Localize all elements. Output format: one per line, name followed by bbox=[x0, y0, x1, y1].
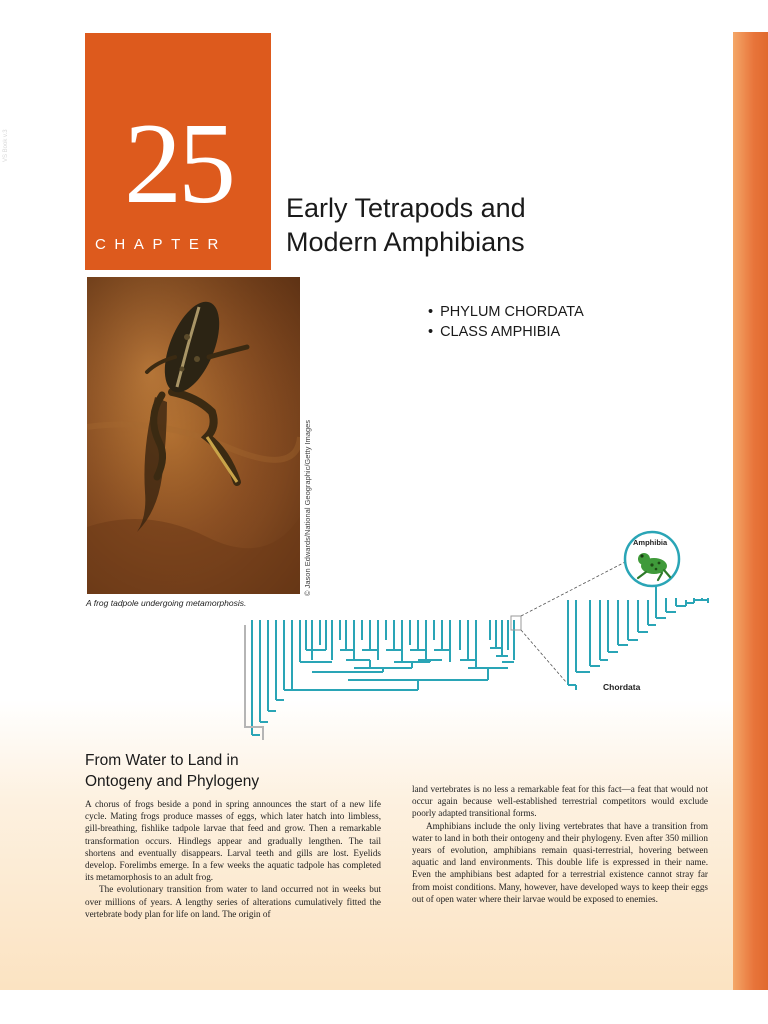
body-column-right bbox=[412, 783, 708, 905]
margin-mark: VS Book v.3 bbox=[3, 129, 9, 162]
section-heading-line-2: Ontogeny and Phylogeny bbox=[85, 773, 260, 790]
cladogram-main-tree bbox=[252, 620, 514, 735]
chapter-title-line-2: Modern Amphibians bbox=[286, 227, 525, 257]
photo-credit: © Jason Edwards/National Geographic/Getty Images bbox=[303, 419, 312, 596]
zoom-line-bottom bbox=[521, 630, 566, 682]
body-paragraph: A chorus of frogs beside a pond in spring announces the start of a new life cycle. Mating frogs produce masses of eggs, which later hatch into limbless, gill-breathing, fishlike tadpole larvae that feed and grow. Then a remarkable transformation occurs. Hindlegs appear and gradually lengthen. The tail shortens and eventually disappears. Larval teeth and gills are lost. Eyelids develop. Forelimbs emerge. In a few weeks the aquatic tadpole has completed its metamorphosis to an adult frog. bbox=[85, 799, 381, 883]
section-heading-line-1: From Water to Land in bbox=[85, 752, 239, 769]
classification-class: • CLASS AMPHIBIA bbox=[428, 322, 584, 342]
chapter-title-line-1: Early Tetrapods and bbox=[286, 193, 526, 223]
body-column-left bbox=[85, 798, 381, 920]
chapter-label: CHAPTER bbox=[95, 236, 227, 253]
photo-caption: A frog tadpole undergoing metamorphosis. bbox=[86, 598, 247, 608]
chapter-number: 25 bbox=[124, 100, 232, 228]
highlight-box bbox=[511, 616, 521, 630]
page-bottom-margin bbox=[0, 990, 768, 1024]
classification-phylum: • PHYLUM CHORDATA bbox=[428, 302, 584, 322]
cladogram-zoom-tree bbox=[568, 585, 708, 690]
section-heading bbox=[85, 750, 385, 792]
clade-label-amphibia: Amphibia bbox=[633, 538, 668, 547]
body-paragraph: Amphibians include the only living vertebrates that have a transition from water to land in both their ontogeny and their phylogeny. Even after 350 million years of evolution, amphibians remain quasi-terrestrial, hovering between aquatic and land environments. This double life is expressed in their name. Even the amphibians best adapted for a terrestrial existence cannot stray far from moist conditions. Many, however, have developed ways to keep their eggs out of open water where their larvae would be exposed to enemies. bbox=[412, 820, 708, 904]
body-paragraph: The evolutionary transition from water to land occurred not in weeks but over millions of years. A lengthy series of alterations cumulatively fitted the vertebrate body plan for life on land. The origin of bbox=[85, 884, 381, 919]
clade-label-chordata: Chordata bbox=[603, 682, 641, 692]
body-paragraph: land vertebrates is no less a remarkable feat for this fact—a feat that would not occur again because well-established terrestrial competitors would exclude poorly adapted transitional forms. bbox=[412, 784, 708, 819]
